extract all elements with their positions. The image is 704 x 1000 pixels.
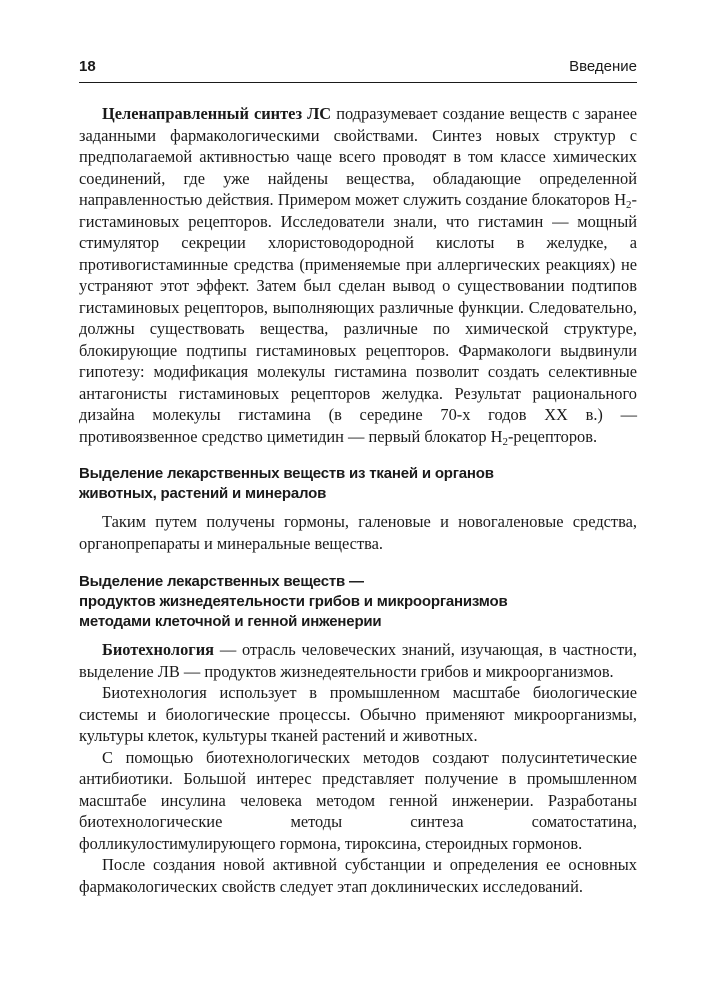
section-1-title [79, 464, 637, 504]
intro-lead-term: Целенаправленный синтез ЛС [102, 104, 332, 123]
running-title: Введение [569, 58, 637, 75]
section-2-paragraph-1-text: — отрасль человеческих знаний, изучающая, в частности, выделение ЛВ — продуктов жизнедеятельности грибов и микроорганизмов. [79, 640, 637, 681]
biotech-lead-term: Биотехнология [102, 640, 215, 659]
page-content [79, 103, 637, 897]
section-1-paragraph: Таким путем получены гормоны, галеновые и новогаленовые средства, органопрепараты и минеральные вещества. [79, 512, 637, 553]
section-2-paragraph-2: Биотехнология использует в промышленном масштабе биологические системы и биологические процессы. Обычно применяют микроорганизмы, культуры клеток, культуры тканей растений и животных. [79, 683, 637, 745]
section-2-title [79, 572, 637, 632]
section-2-title-line-1: Выделение лекарственных веществ — [79, 573, 364, 590]
intro-subscript-2: 2 [502, 435, 508, 448]
section-2-paragraph-3: С помощью биотехнологических методов создают полусинтетические антибиотики. Большой интерес представляет получение в промышленном масштабе инсулина человека методом генной инженерии. Разработаны биотехнологические методы синтеза соматостатина, фолликулостимулирующего гормона, тироксина, стероидных гормонов. [79, 747, 637, 853]
header-rule [79, 82, 637, 83]
page-header [79, 56, 637, 78]
page-number: 18 [79, 58, 96, 75]
section-2-title-line-2: продуктов жизнедеятельности грибов и микроорганизмов [79, 593, 508, 610]
intro-text-2: -гистаминовых рецепторов. Исследователи знали, что гистамин — мощный стимулятор секреции хлористоводородной кислоты в желудке, а противогистаминные средства (применяемые при аллергических реакциях) не устраняют этот эффект. Затем был сделан вывод о существовании подтипов гистаминовых рецепторов, выполняющих различные функции. Следовательно, должны существовать вещества, различные по химической структуре, блокирующие подтипы гистаминовых рецепторов. Фармакологи выдвинули гипотезу: модификация молекулы гистамина позволит создать селективные антагонисты гистаминовых рецепторов желудка. Результат рационального дизайна молекулы гистамина (в середине 70-х годов XX в.) — противоязвенное средство циметидин — первый блокатор H [79, 190, 637, 446]
intro-text-3: -рецепторов. [507, 426, 598, 446]
section-2-title-line-3: методами клеточной и генной инженерии [79, 613, 382, 630]
section-2-paragraph-1 [79, 639, 637, 682]
section-1-title-line-2: животных, растений и минералов [79, 485, 327, 502]
section-1-title-line-1: Выделение лекарственных веществ из тканей и органов [79, 465, 494, 482]
intro-text-1: подразумевает создание веществ с заранее заданными фармакологическими свойствами. Синтез новых структур с предполагаемой активностью чаще всего проводят в том классе химических соединений, где уже найдены вещества, обладающие определенной направленностью действия. Примером может служить создание блокаторов H [79, 104, 637, 209]
intro-paragraph [79, 103, 637, 447]
intro-subscript-1: 2 [626, 199, 632, 211]
section-2-paragraph-4: После создания новой активной субстанции и определения ее основных фармакологических свойств следует этап доклинических исследований. [79, 855, 637, 896]
